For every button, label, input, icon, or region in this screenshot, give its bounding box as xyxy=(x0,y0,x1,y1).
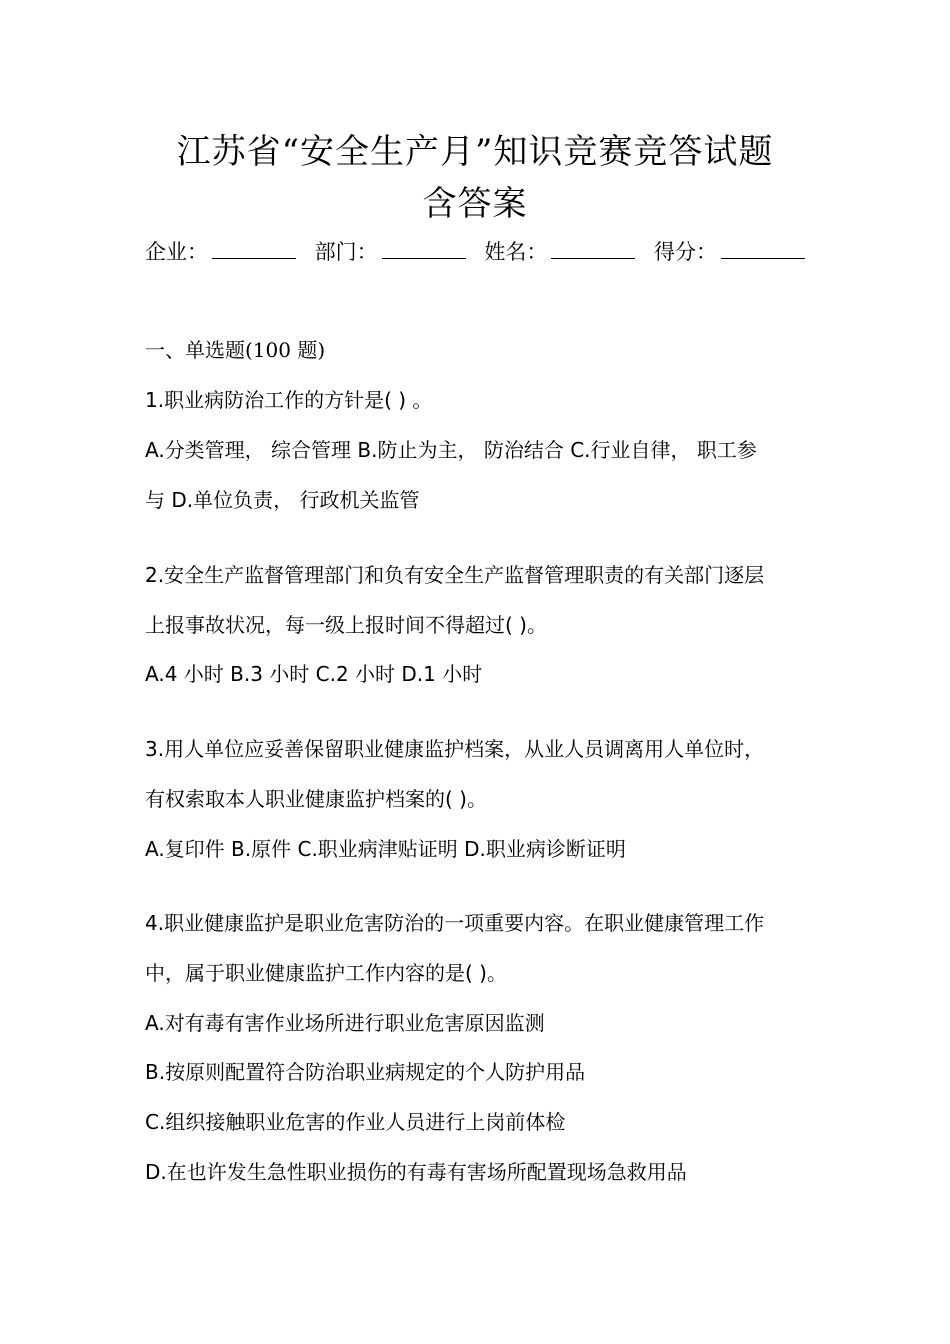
company-label: 企业： xyxy=(144,240,208,264)
document-title-line-2: 含答案 xyxy=(422,184,528,224)
question-4-option-a: A.对有毒有害作业场所进行职业危害原因监测 xyxy=(145,1011,545,1035)
department-label: 部门： xyxy=(314,240,378,264)
name-label: 姓名： xyxy=(484,240,548,264)
question-3-text: 3.用人单位应妥善保留职业健康监护档案，从业人员调离用人单位时， xyxy=(145,737,765,761)
question-1-text: 1.职业病防治工作的方针是( ) 。 xyxy=(145,388,433,412)
question-4-option-c: C.组织接触职业危害的作业人员进行上岗前体检 xyxy=(145,1110,566,1134)
question-1-options: 与 D.单位负责， 行政机关监管 xyxy=(145,488,420,512)
question-2-text: 上报事故状况，每一级上报时间不得超过( )。 xyxy=(145,613,547,637)
question-2-options: A.4 小时 B.3 小时 C.2 小时 D.1 小时 xyxy=(145,662,483,686)
question-2-text: 2.安全生产监督管理部门和负有安全生产监督管理职责的有关部门逐层 xyxy=(145,563,765,587)
question-4-text: 中，属于职业健康监护工作内容的是( )。 xyxy=(145,961,507,985)
question-3-text: 有权索取本人职业健康监护档案的( )。 xyxy=(145,787,487,811)
department-blank xyxy=(382,236,466,259)
score-blank xyxy=(721,236,805,259)
company-blank xyxy=(212,236,296,259)
name-blank xyxy=(551,236,635,259)
question-4-text: 4.职业健康监护是职业危害防治的一项重要内容。在职业健康管理工作 xyxy=(145,911,765,935)
question-1-options: A.分类管理， 综合管理 B.防止为主， 防治结合 C.行业自律， 职工参 xyxy=(145,438,757,462)
document-title-line-1: 江苏省“安全生产月”知识竞赛竞答试题 xyxy=(176,132,774,172)
score-label: 得分： xyxy=(654,240,718,264)
question-4-option-d: D.在也许发生急性职业损伤的有毒有害场所配置现场急救用品 xyxy=(145,1160,687,1184)
question-4-option-b: B.按原则配置符合防治职业病规定的个人防护用品 xyxy=(145,1060,586,1084)
question-3-options: A.复印件 B.原件 C.职业病津贴证明 D.职业病诊断证明 xyxy=(145,837,626,861)
info-fields xyxy=(0,236,950,267)
section-heading: 一、单选题(100 题) xyxy=(145,338,326,362)
